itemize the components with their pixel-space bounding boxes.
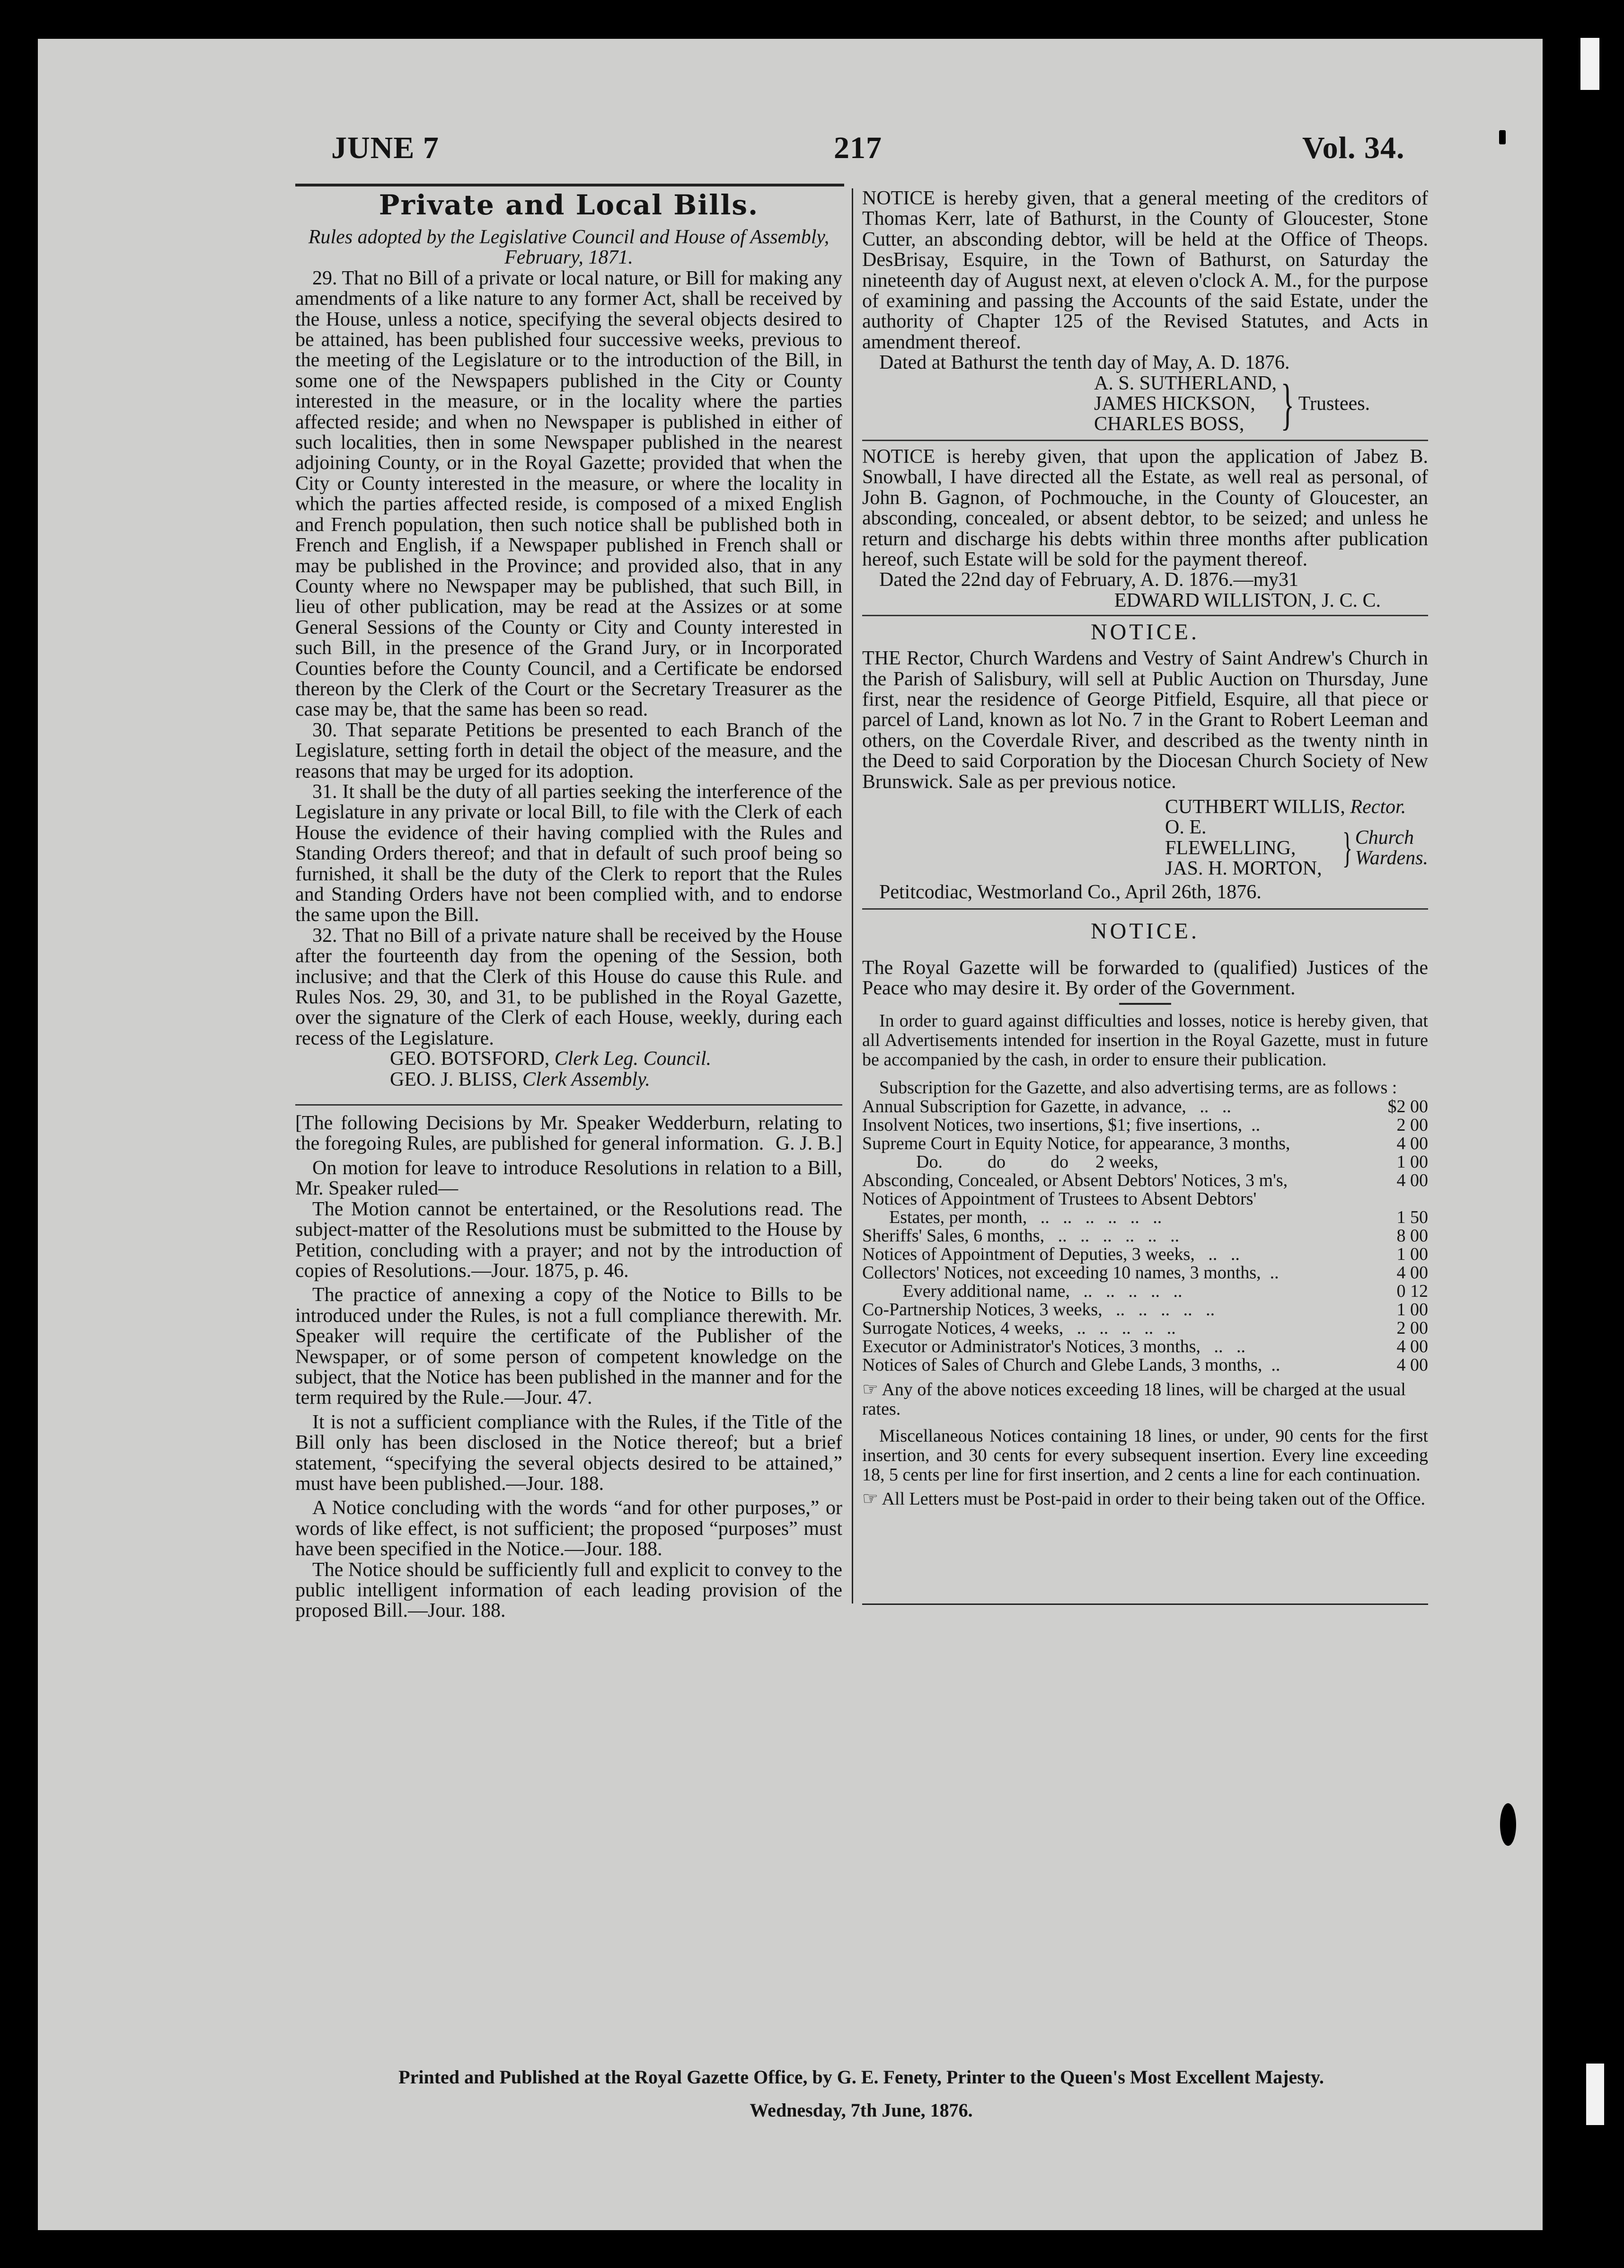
fee-row bbox=[862, 1319, 1428, 1338]
notice-heading: NOTICE. bbox=[1091, 919, 1200, 944]
rector-signature bbox=[1165, 797, 1428, 817]
trustee-name: A. S. SUTHERLAND, bbox=[1094, 372, 1277, 394]
fee-amount: 0 12 bbox=[1396, 1281, 1428, 1301]
decisions-initials: G. J. B.] bbox=[775, 1133, 842, 1155]
fee-label: Notices of Appointment of Deputies, 3 weeks, .. .. bbox=[862, 1245, 1240, 1264]
fee-amount: 4 00 bbox=[1396, 1336, 1428, 1356]
fee-amount: 4 00 bbox=[1396, 1133, 1428, 1153]
brace: } bbox=[1342, 824, 1353, 872]
ink-blot bbox=[1499, 130, 1506, 144]
signature-title: Clerk Leg. Council. bbox=[554, 1048, 712, 1070]
fee-row bbox=[862, 1190, 1428, 1208]
fee-label: Every additional name, .. .. .. .. .. bbox=[862, 1282, 1183, 1301]
signature-name: CUTHBERT WILLIS, bbox=[1165, 796, 1345, 818]
decisions-intro-text: [The following Decisions by Mr. Speaker Wedderburn, relating to the foregoing Rules, are published for general information. bbox=[295, 1112, 842, 1155]
signature-botsford bbox=[390, 1049, 842, 1069]
snowball-notice: NOTICE is hereby given, that upon the application of Jabez B. Snowball, I have directed all the Estate, as well real as personal, of John B. Gagnon, of Pochmouche, in the County of Gloucester, an absconding, concealed, or absent debtor, to be seized; and unless he return and discharge his debts within three months after publication hereof, such Estate will be sold for the payment thereof. bbox=[862, 445, 1428, 570]
miscellaneous-notices-note: Miscellaneous Notices containing 18 lines, or under, 90 cents for the first insertion, and 30 cents for every subsequent insertion. Every line exceeding 18, 5 cents per line for first insertion, and 2 cents a line for each continuation. bbox=[862, 1426, 1428, 1485]
decisions-intro bbox=[295, 1113, 842, 1154]
decision-1-motion: On motion for leave to introduce Resolutions in relation to a Bill, Mr. Speaker ruled— bbox=[295, 1157, 842, 1200]
signature-bliss bbox=[390, 1070, 842, 1090]
publication-date: Wednesday, 7th June, 1876. bbox=[750, 2100, 973, 2121]
section-rule bbox=[862, 615, 1428, 616]
fee-amount: 2 00 bbox=[1396, 1318, 1428, 1338]
rule-30: 30. That separate Petitions be presented to each Branch of the Legislature, setting forth in detail the object of the measure, and the reasons that may be urged for its adoption. bbox=[295, 719, 842, 782]
section-rule bbox=[862, 908, 1428, 910]
fee-table bbox=[862, 1098, 1428, 1374]
imprint-footer bbox=[298, 2061, 1424, 2127]
fee-row bbox=[862, 1356, 1428, 1374]
ink-blot bbox=[1500, 1803, 1516, 1846]
signature-name: GEO. J. BLISS, bbox=[390, 1068, 518, 1090]
fee-label: Sheriffs' Sales, 6 months, .. .. .. .. .. .. bbox=[862, 1226, 1180, 1245]
issue-date: JUNE 7 bbox=[331, 131, 439, 165]
brace: } bbox=[1280, 372, 1295, 435]
wardens-title-line: Church bbox=[1355, 827, 1414, 849]
fee-row bbox=[862, 1208, 1428, 1227]
gazette-distribution-notice: The Royal Gazette will be forwarded to (qualified) Justices of the Peace who may desire it. By order of the Government. bbox=[862, 957, 1428, 1000]
left-column bbox=[295, 184, 842, 1621]
fee-amount: 4 00 bbox=[1396, 1170, 1428, 1190]
scan-edge-mark bbox=[1580, 38, 1599, 90]
fee-amount: 8 00 bbox=[1396, 1225, 1428, 1246]
fee-label: Notices of Sales of Church and Glebe Lands, 3 months, .. bbox=[862, 1355, 1280, 1374]
footer-rule bbox=[862, 1604, 1428, 1605]
rule-29: 29. That no Bill of a private or local nature, or Bill for making any amendments of a like nature to any former Act, shall be received by the House, unless a notice, specifying the several objects desired to be attained, has been published four successive weeks, previous to the meeting of the Legislature or to the introduction of the Bill, in some one of the Newspapers published in the City or County interested in the measure, or in the locality where the parties affected reside; and when no Newspaper is published in either of such localities, then in some Newspaper published in the nearest adjoining County, or in the Royal Gazette; provided that when the City or County interested in the measure, or where the locality in which the parties affected reside, is composed of a mixed English and French population, then such notice shall be published both in French and English, if a Newspaper published in French shall or may be published in the Province; and provided also, that in any County where no Newspaper may be published, that such Bill, in lieu of other publication, may be read at the Assizes or at some General Sessions of the County or City and County interested in such Bill, in the presence of the Grand Jury, or in Incorporated Counties before the County Council, and a Certificate be endorsed thereon by the Clerk of the Court or the Secretary Treasurer as the case may be, that the same has been so read. bbox=[295, 267, 842, 721]
letters-note: ☞ All Letters must be Post-paid in order to their being taken out of the Office. bbox=[862, 1488, 1425, 1509]
fee-amount: $2 00 bbox=[1387, 1096, 1428, 1116]
notice-heading: NOTICE. bbox=[1091, 620, 1200, 645]
church-land-notice: THE Rector, Church Wardens and Vestry of Saint Andrew's Church in the Parish of Salisbury, will sell at Public Auction on Thursday, June first, near the residence of George Pitfield, Esquire, all that piece or parcel of Land, known as lot No. 7 in the Grant to Robert Leeman and others, on the Coverdale River, and described as the twenty ninth in the Deed to said Corporation by the Diocesan Church Society of New Brunswick. Sale as per previous notice. bbox=[862, 647, 1428, 793]
decision-4: A Notice concluding with the words “and for other purposes,” or words of like effect, is not sufficient; the proposed “purposes” must have been specified in the Notice.—Jour. 188. bbox=[295, 1497, 842, 1560]
rule-31: 31. It shall be the duty of all parties seeking the interference of the Legislature in any private or local Bill, to file with the Clerk of each House the evidence of their having complied with the Rules and Standing Orders thereof; and that in default of such proof being so furnished, it shall be the duty of the Clerk to report that the Rules and Standing Orders have not been complied with, and to endorse the same upon the Bill. bbox=[295, 780, 842, 926]
fee-row bbox=[862, 1153, 1428, 1171]
fee-label: Insolvent Notices, two insertions, $1; five insertions, .. bbox=[862, 1116, 1261, 1134]
kerr-dated: Dated at Bathurst the tenth day of May, A. D. 1876. bbox=[879, 352, 1290, 374]
scan-edge-mark bbox=[1586, 2064, 1604, 2125]
fee-row bbox=[862, 1282, 1428, 1301]
signature-title: Rector. bbox=[1350, 796, 1406, 818]
signature-title: Clerk Assembly. bbox=[522, 1068, 650, 1090]
warden-name: JAS. H. MORTON, bbox=[1165, 858, 1322, 880]
fee-row bbox=[862, 1338, 1428, 1356]
rule-32: 32. That no Bill of a private nature shall be received by the House after the fourteenth day from the opening of the Session, both inclusive; and that the Clerk of this House do cause this Rule. and Rules Nos. 29, 30, and 31, to be published in the Royal Gazette, over the signature of the Clerk of each House, weekly, during each recess of the Legislature. bbox=[295, 924, 842, 1049]
column-divider bbox=[852, 188, 853, 1604]
wardens-title-line: Wardens. bbox=[1355, 847, 1428, 869]
fee-amount: 4 00 bbox=[1396, 1355, 1428, 1375]
section-rule bbox=[295, 1104, 842, 1106]
fee-label: Estates, per month, .. .. .. .. .. .. bbox=[862, 1208, 1162, 1227]
trustee-names bbox=[1094, 373, 1277, 435]
warden-names bbox=[1165, 817, 1340, 879]
wardens-signatures bbox=[1165, 817, 1428, 879]
fee-label: Notices of Appointment of Trustees to Absent Debtors' bbox=[862, 1189, 1257, 1208]
fee-label: Absconding, Concealed, or Absent Debtors' Notices, 3 m's, bbox=[862, 1171, 1288, 1190]
printer-imprint: Printed and Published at the Royal Gazette Office, by G. E. Fenety, Printer to the Queen's Most Excellent Majesty. bbox=[398, 2066, 1324, 2088]
decision-3: It is not a sufficient compliance with the Rules, if the Title of the Bill only has been disclosed in the Notice thereof; but a brief statement, “specifying the several objects desired to be attained,” must have been published.—Jour. 188. bbox=[295, 1411, 842, 1495]
fee-amount: 1 00 bbox=[1396, 1244, 1428, 1264]
volume-number: Vol. 34. bbox=[1302, 131, 1405, 165]
trustee-signatures bbox=[862, 373, 1428, 435]
fee-row bbox=[862, 1098, 1428, 1116]
snowball-signature: EDWARD WILLISTON, J. C. C. bbox=[1114, 589, 1381, 611]
fee-amount: 1 50 bbox=[1396, 1207, 1428, 1227]
fee-row bbox=[862, 1171, 1428, 1190]
fee-label: Executor or Administrator's Notices, 3 months, .. .. bbox=[862, 1337, 1246, 1356]
church-dated: Petitcodiac, Westmorland Co., April 26th, 1876. bbox=[879, 881, 1262, 903]
fee-row bbox=[862, 1264, 1428, 1282]
excess-lines-note: ☞ Any of the above notices exceeding 18 lines, will be charged at the usual rates. bbox=[862, 1379, 1406, 1419]
section-rule bbox=[862, 440, 1428, 441]
fee-row bbox=[862, 1116, 1428, 1134]
page-number: 217 bbox=[834, 131, 882, 165]
fee-label: Do. do do 2 weeks, bbox=[862, 1152, 1158, 1171]
fee-row bbox=[862, 1227, 1428, 1245]
right-column bbox=[862, 188, 1428, 1509]
fee-amount bbox=[1371, 1190, 1428, 1208]
kerr-notice: NOTICE is hereby given, that a general meeting of the creditors of Thomas Kerr, late of Bathurst, in the County of Gloucester, Stone Cutter, an absconding debtor, will be held at the Office of Theops. DesBrisay, Esquire, in the Town of Bathurst, on Saturday the nineteenth day of August next, at eleven o'clock A. M., for the purpose of examining and passing the Accounts of the said Estate, under the authority of Chapter 125 of the Revised Statutes, and Acts in amendment thereof. bbox=[862, 187, 1428, 353]
fee-row bbox=[862, 1245, 1428, 1264]
wardens-title bbox=[1355, 828, 1428, 869]
decision-2: The practice of annexing a copy of the Notice to Bills to be introduced under the Rules, is not a full compliance therewith. Mr. Speaker will require the certificate of the Publisher of the Newspaper, or of some person of competent knowledge on the subject, that the Notice has been published in the manner and for the term required by the Rule.—Jour. 47. bbox=[295, 1284, 842, 1409]
section-title: Private and Local Bills. bbox=[379, 189, 759, 221]
trustees-label: Trustees. bbox=[1298, 393, 1370, 415]
trustee-name: CHARLES BOSS, bbox=[1094, 413, 1244, 435]
short-rule bbox=[1119, 1003, 1171, 1005]
fee-amount: 1 00 bbox=[1396, 1152, 1428, 1172]
fee-label: Surrogate Notices, 4 weeks, .. .. .. .. .. bbox=[862, 1319, 1176, 1338]
signature-name: GEO. BOTSFORD, bbox=[390, 1048, 550, 1070]
fee-row bbox=[862, 1301, 1428, 1319]
fee-label: Supreme Court in Equity Notice, for appearance, 3 months, bbox=[862, 1134, 1290, 1153]
warden-name: O. E. FLEWELLING, bbox=[1165, 816, 1296, 859]
rules-subtitle: Rules adopted by the Legislative Council and House of Assembly, February, 1871. bbox=[308, 226, 830, 269]
trustee-name: JAMES HICKSON, bbox=[1094, 393, 1255, 415]
fee-amount: 4 00 bbox=[1396, 1262, 1428, 1283]
snowball-dated: Dated the 22nd day of February, A. D. 1876.—my31 bbox=[879, 569, 1299, 591]
fee-row bbox=[862, 1134, 1428, 1153]
fee-label: Annual Subscription for Gazette, in advance, .. .. bbox=[862, 1097, 1231, 1116]
decision-1-ruling: The Motion cannot be entertained, or the Resolutions read. The subject-matter of the Resolutions must be submitted to the House by Petition, concluding with a prayer; and not by the introduction of copies of Resolutions.—Jour. 1875, p. 46. bbox=[295, 1198, 842, 1282]
advertisement-notice: In order to guard against difficulties and losses, notice is hereby given, that all Advertisements intended for insertion in the Royal Gazette, must in future be accompanied by the cash, in order to ensure their publication. bbox=[862, 1010, 1428, 1070]
fee-amount: 2 00 bbox=[1396, 1115, 1428, 1135]
decision-5: The Notice should be sufficiently full and explicit to convey to the public intelligent information of each leading provision of the proposed Bill.—Jour. 188. bbox=[295, 1559, 842, 1622]
subscription-intro: Subscription for the Gazette, and also advertising terms, are as follows : bbox=[879, 1077, 1397, 1098]
fee-amount: 1 00 bbox=[1396, 1299, 1428, 1320]
fee-label: Collectors' Notices, not exceeding 10 names, 3 months, .. bbox=[862, 1263, 1279, 1282]
fee-label: Co-Partnership Notices, 3 weeks, .. .. .. .. .. bbox=[862, 1300, 1215, 1319]
